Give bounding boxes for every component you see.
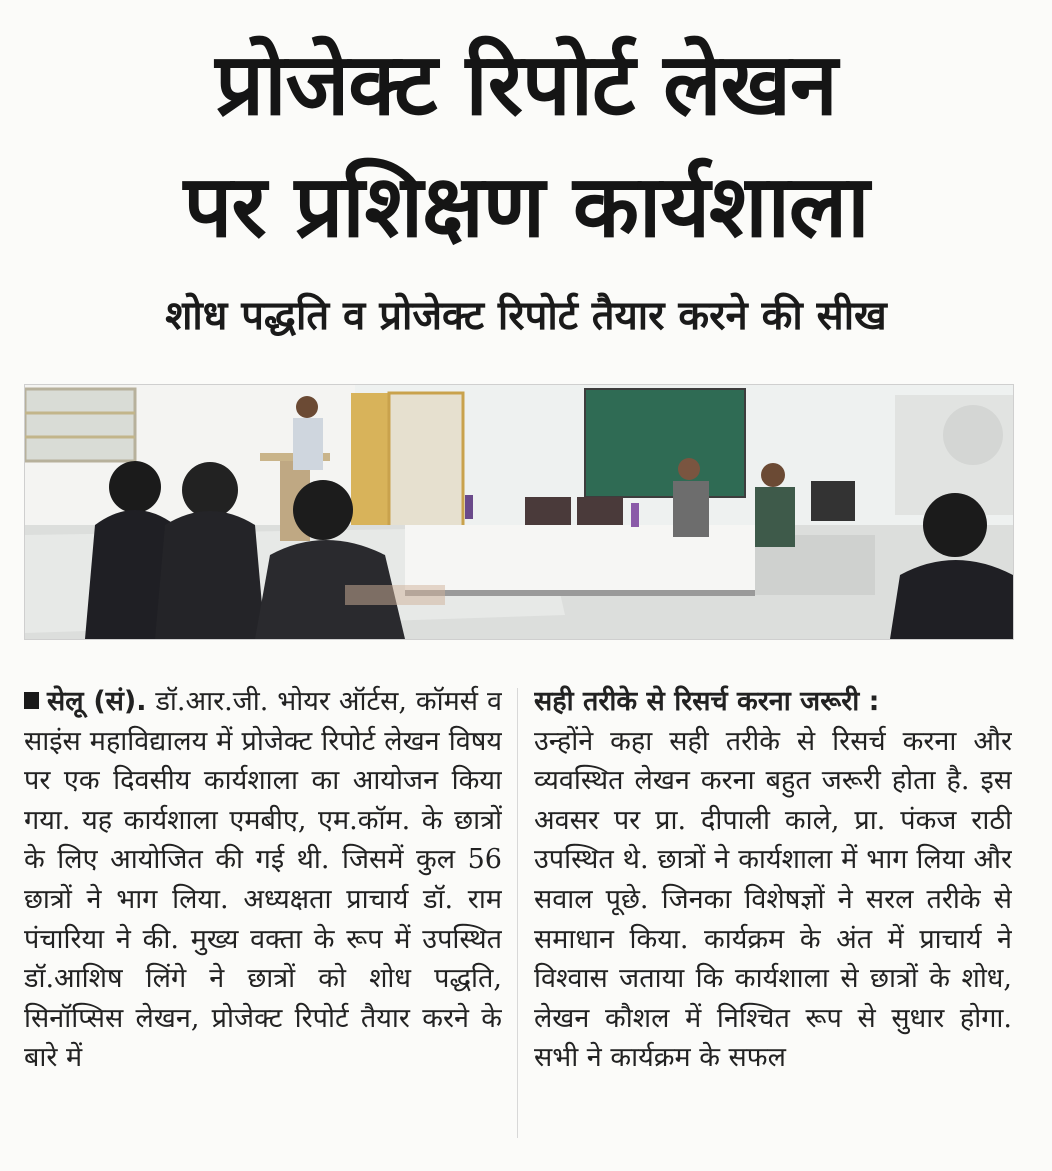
article-column-left	[24, 682, 502, 1140]
crosshead: सही तरीके से रिसर्च करना जरूरी :	[534, 686, 880, 717]
headline-line-2: पर प्रशिक्षण कार्यशाला	[183, 157, 869, 257]
article-body-right: उन्होंने कहा सही तरीके से रिसर्च करना और व्यवस्थित लेखन करना बहुत जरूरी होता है. इस अवसर पर प्रा. दीपाली काले, प्रा. पंकज राठी उपस्थित थे. छात्रों ने कार्यशाला में भाग लिया और सवाल पूछे. जिनका विशेषज्ञों ने सरल तरीके से समाधान किया. कार्यक्रम के अंत में प्राचार्य ने विश्वास जताया कि कार्यशाला से छात्रों के शोध, लेखन कौशल में निश्चित रूप से सुधार होगा. सभी ने कार्यक्रम के सफल	[534, 725, 1012, 1074]
article-body-left: डॉ.आर.जी. भोयर ऑर्टस, कॉमर्स व साइंस महाविद्यालय में प्रोजेक्ट रिपोर्ट लेखन विषय पर एक दिवसीय कार्यशाला का आयोजन किया गया. यह कार्यशाला एमबीए, एम.कॉम. के छात्रों के लिए आयोजित की गई थी. जिसमें कुल 56 छात्रों ने भाग लिया. अध्यक्षता प्राचार्य डॉ. राम पंचारिया ने की. मुख्य वक्ता के रूप में उपस्थित डॉ.आशिष लिंगे ने छात्रों को शोध पद्धति, सिनॉप्सिस लेखन, प्रोजेक्ट रिपोर्ट तैयार करने के बारे में	[24, 686, 502, 1074]
bullet-icon	[24, 692, 39, 709]
column-divider	[517, 688, 518, 1138]
workshop-photo	[24, 384, 1014, 640]
subheadline: शोध पद्धति व प्रोजेक्ट रिपोर्ट तैयार करने की सीख	[165, 293, 887, 339]
headline-line-1: प्रोजेक्ट रिपोर्ट लेखन	[215, 35, 837, 135]
article-paragraph	[24, 682, 502, 1078]
dateline: सेलू (सं).	[47, 686, 147, 717]
article-column-right	[534, 682, 1012, 1140]
article-paragraph	[534, 682, 1012, 1078]
